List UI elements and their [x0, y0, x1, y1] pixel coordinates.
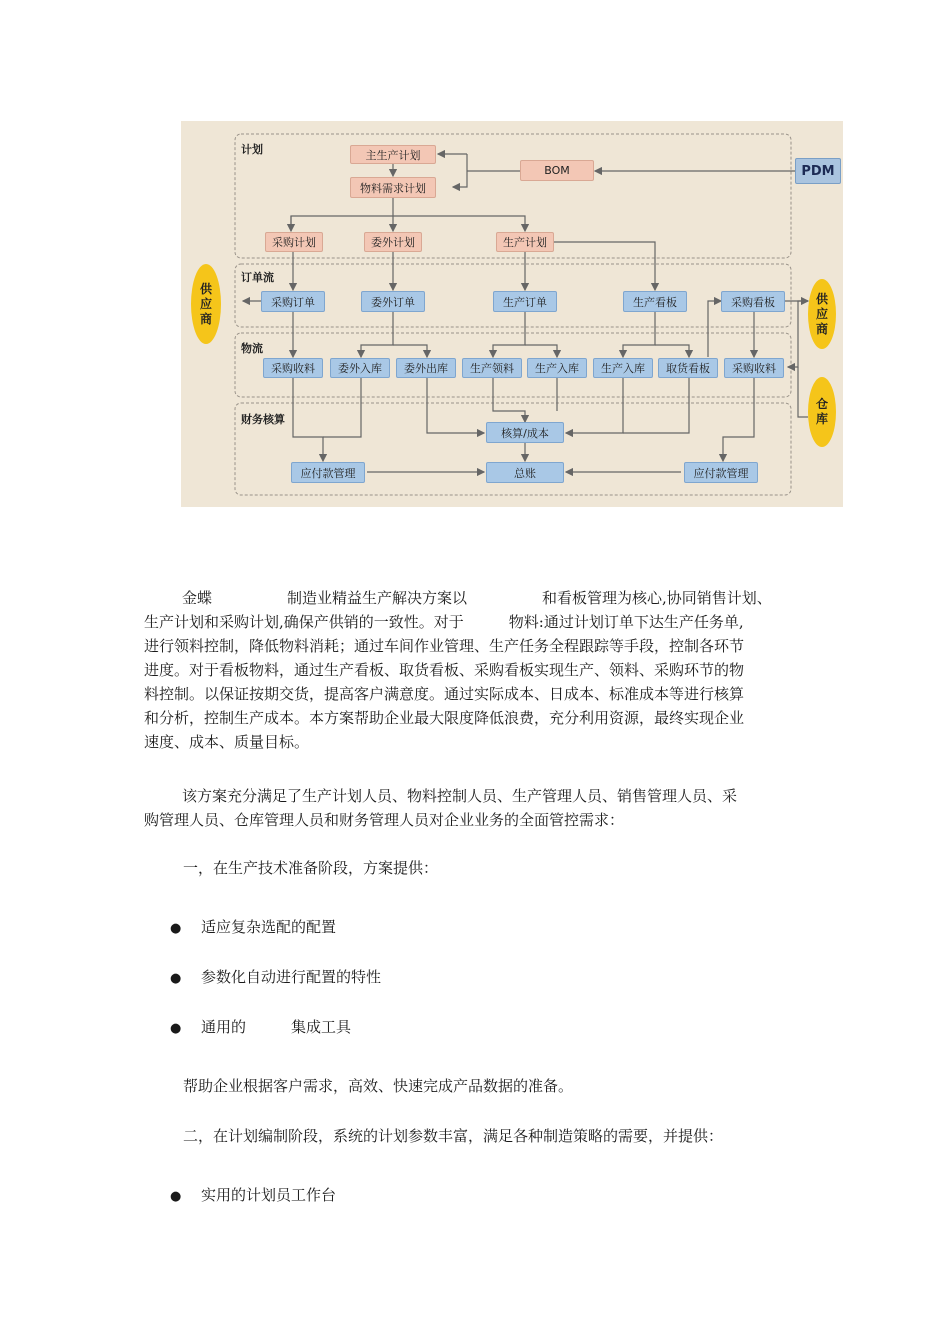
stage1-summary: 帮助企业根据客户需求，高效、快速完成产品数据的准备。 [183, 1077, 574, 1095]
bullet-item [170, 915, 336, 941]
node-pick-kanban: 取货看板 [658, 358, 718, 378]
bullet-text: 通用的 集成工具 [201, 1018, 352, 1036]
node-production-in-2: 生产入库 [593, 358, 653, 378]
para1-line-4: 进度。对于看板物料，通过生产看板、取货看板、采购看板实现生产、领料、采购环节的物 [144, 661, 745, 679]
node-production-order: 生产订单 [493, 291, 557, 312]
node-production-in-1: 生产入库 [527, 358, 587, 378]
node-bom: BOM [520, 160, 594, 181]
section-label-logistics: 物流 [241, 342, 263, 355]
para1-line-3: 进行领料控制，降低物料消耗；通过车间作业管理、生产任务全程跟踪等手段，控制各环节 [144, 637, 745, 655]
para1-line-5: 料控制。以保证按期交货，提高客户满意度。通过实际成本、日成本、标准成本等进行核算 [144, 685, 745, 703]
stage1-heading: 一，在生产技术准备阶段，方案提供： [183, 859, 439, 877]
node-outsource-out: 委外出库 [396, 358, 456, 378]
node-production-issue: 生产领料 [462, 358, 522, 378]
node-production-kanban: 生产看板 [623, 291, 687, 312]
section-label-order-flow: 订单流 [241, 271, 274, 284]
node-outsource-in: 委外入库 [330, 358, 390, 378]
node-purchase-plan: 采购计划 [265, 232, 323, 252]
node-purchase-receipt-2: 采购收料 [724, 358, 784, 378]
node-mrp: 物料需求计划 [350, 177, 436, 198]
node-purchase-receipt: 采购收料 [263, 358, 323, 378]
bullet-item [170, 1015, 351, 1041]
bullet-dot: ● [170, 1021, 182, 1036]
supplier-left-oval: 供应商 [191, 264, 221, 344]
para1-line-2: 生产计划和采购计划,确保产供销的一致性。对于 物料:通过计划订单下达生产任务单, [144, 613, 744, 631]
node-costing: 核算/成本 [486, 422, 564, 443]
node-purchase-order: 采购订单 [261, 291, 325, 312]
node-ap-right: 应付款管理 [684, 462, 758, 483]
node-master-production-plan: 主生产计划 [350, 145, 436, 164]
node-general-ledger: 总账 [486, 462, 564, 483]
bullet-dot: ● [170, 1189, 182, 1204]
para2-line-2: 购管理人员、仓库管理人员和财务管理人员对企业业务的全面管控需求： [144, 811, 625, 829]
node-production-plan: 生产计划 [496, 232, 554, 252]
node-pdm: PDM [795, 158, 841, 184]
stage2-heading: 二，在计划编制阶段，系统的计划参数丰富，满足各种制造策略的需要，并提供： [183, 1127, 724, 1145]
warehouse-oval: 仓库 [808, 377, 836, 447]
node-outsource-plan: 委外计划 [364, 232, 422, 252]
para1-line-6: 和分析，控制生产成本。本方案帮助企业最大限度降低浪费，充分利用资源，最终实现企业 [144, 709, 745, 727]
para1-line-1: 金蝶 制造业精益生产解决方案以 和看板管理为核心,协同销售计划、 [182, 589, 772, 607]
para1-line-7: 速度、成本、质量目标。 [144, 733, 310, 751]
bullet-item [170, 1183, 336, 1209]
bullet-text: 参数化自动进行配置的特性 [201, 968, 382, 986]
bullet-item [170, 965, 381, 991]
node-ap-left: 应付款管理 [291, 462, 365, 483]
flow-diagram [181, 121, 843, 507]
node-purchase-kanban: 采购看板 [721, 291, 785, 312]
bullet-text: 实用的计划员工作台 [201, 1186, 337, 1204]
supplier-right-oval: 供应商 [808, 279, 836, 349]
bullet-dot: ● [170, 971, 182, 986]
diagram-connectors [181, 121, 843, 507]
section-label-plan: 计划 [241, 143, 263, 156]
para2-line-1: 该方案充分满足了生产计划人员、物料控制人员、生产管理人员、销售管理人员、采 [182, 787, 738, 805]
bullet-text: 适应复杂选配的配置 [201, 918, 337, 936]
node-outsource-order: 委外订单 [361, 291, 425, 312]
section-label-finance: 财务核算 [241, 413, 285, 426]
bullet-dot: ● [170, 921, 182, 936]
